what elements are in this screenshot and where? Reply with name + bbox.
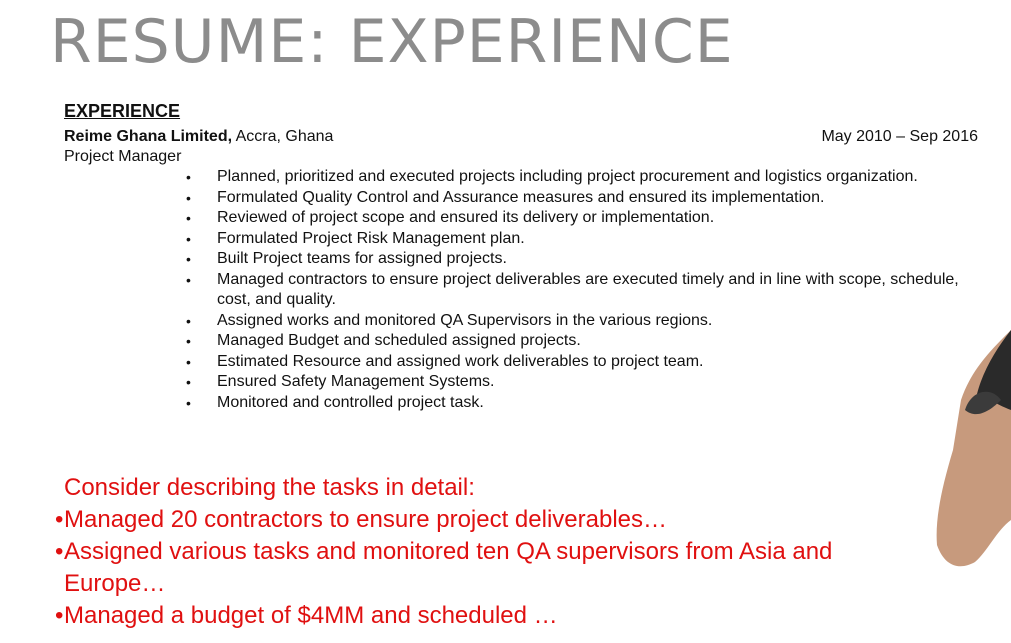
list-item: • Formulated Quality Control and Assurance measures and ensured its implementation.	[64, 188, 984, 209]
bullet-icon: •	[186, 271, 191, 288]
bullet-icon: •	[55, 602, 64, 629]
tip-item: • Assigned various tasks and monitored ten QA supervisors from Asia and Europe…	[55, 538, 833, 597]
list-item: • Built Project teams for assigned projects.	[64, 249, 984, 270]
bullet-icon: •	[186, 210, 191, 226]
job-role: Project Manager	[64, 148, 182, 165]
list-item: • Monitored and controlled project task.	[64, 393, 984, 414]
list-item: • Managed contractors to ensure project deliverables are executed timely and in line with scope, schedule, cost, and quality.	[186, 270, 959, 308]
bullet-icon: •	[186, 251, 191, 267]
list-item: • Managed Budget and scheduled assigned projects.	[64, 331, 984, 352]
bullet-icon: •	[186, 353, 191, 370]
resume-excerpt	[64, 100, 984, 413]
company-name: Reime Ghana Limited,	[64, 128, 233, 145]
job-header	[64, 127, 984, 147]
bullet-icon: •	[186, 189, 191, 206]
job-dates: May 2010 – Sep 2016	[821, 128, 978, 145]
job-location: Accra, Ghana	[232, 128, 334, 145]
bullet-icon: •	[55, 506, 64, 533]
list-item: • Assigned works and monitored QA Supervisors in the various regions.	[64, 311, 984, 332]
list-item: • Estimated Resource and assigned work deliverables to project team.	[64, 352, 984, 373]
tips-callout	[55, 472, 924, 632]
presenter-photo	[931, 330, 1011, 570]
tips-heading: Consider describing the tasks in detail:	[64, 474, 475, 501]
bullet-icon: •	[186, 169, 191, 185]
list-item: • Ensured Safety Management Systems.	[64, 372, 984, 393]
tip-item: • Managed 20 contractors to ensure project deliverables…	[55, 504, 924, 536]
list-item: • Reviewed of project scope and ensured its delivery or implementation.	[64, 208, 984, 229]
bullet-icon: •	[186, 333, 191, 349]
bullet-icon: •	[186, 374, 191, 390]
list-item: • Planned, prioritized and executed projects including project procurement and logistics organization.	[64, 167, 984, 188]
slide-title: RESUME: EXPERIENCE	[50, 7, 734, 77]
section-heading: EXPERIENCE	[64, 101, 181, 121]
tip-item: • Managed a budget of $4MM and scheduled …	[55, 600, 924, 632]
bullet-icon: •	[186, 230, 191, 247]
list-item: • Formulated Project Risk Management plan.	[64, 229, 984, 250]
bullet-icon: •	[186, 394, 191, 411]
duty-list	[64, 167, 984, 413]
bullet-icon: •	[55, 538, 64, 565]
bullet-icon: •	[186, 312, 191, 329]
